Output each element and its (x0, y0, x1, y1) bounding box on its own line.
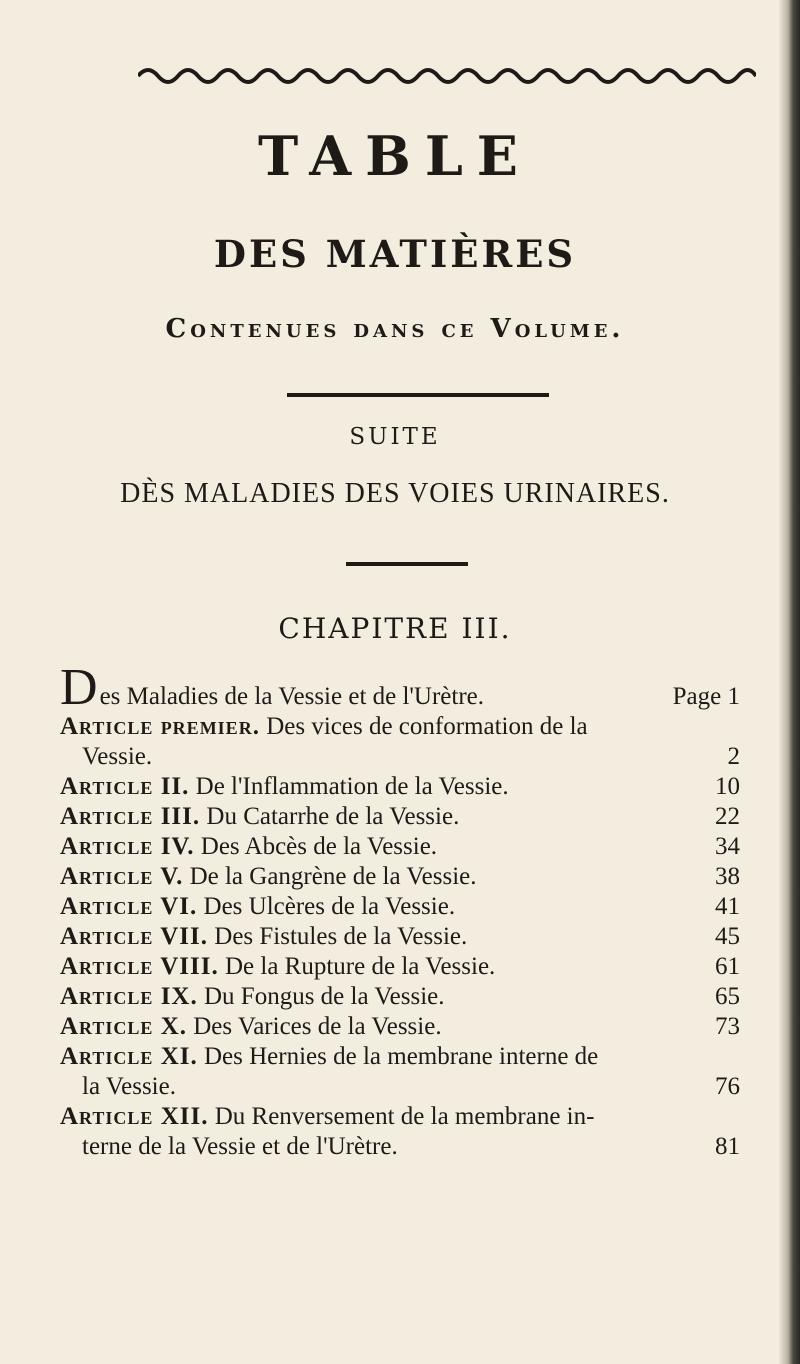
article-title: De la Gangrène de la Vessie. (189, 863, 477, 890)
article-label: Article XII. (60, 1103, 209, 1130)
article-label: Article III. (60, 803, 201, 830)
page-number: 76 (715, 1073, 740, 1100)
toc-entry (60, 832, 740, 862)
divider-rule-short (346, 562, 468, 566)
toc-entry (60, 1042, 740, 1102)
article-title-continued: Vessie. (82, 743, 153, 770)
decorative-border-ornament (138, 62, 756, 86)
toc-entry (60, 892, 740, 922)
chapter-heading-entry (60, 659, 740, 716)
page-number: 10 (715, 773, 740, 800)
chapter-title: CHAPITRE III. (278, 612, 512, 645)
article-label: Article X. (60, 1013, 187, 1040)
article-label: Article VI. (60, 893, 198, 920)
des-matieres-heading: DES MATIÈRES (213, 232, 577, 276)
page-number: 81 (715, 1133, 740, 1160)
page-number: 34 (715, 833, 740, 860)
page-number: 2 (727, 743, 740, 770)
chapter-heading-page: Page 1 (672, 683, 740, 710)
article-title: De l'Inflammation de la Vessie. (195, 773, 509, 800)
article-title: Des Abcès de la Vessie. (200, 833, 438, 860)
table-title: TABLE (258, 124, 532, 188)
toc-entry (60, 862, 740, 892)
page-number: 38 (715, 863, 740, 890)
article-title: Des vices de conformation de la (266, 713, 588, 740)
article-label: Article VIII. (60, 953, 219, 980)
toc-entry (60, 982, 740, 1012)
page-number: 22 (715, 803, 740, 830)
article-title: Du Catarrhe de la Vessie. (206, 803, 460, 830)
toc-entry (60, 802, 740, 832)
article-label: Article V. (60, 863, 184, 890)
article-title: Des Ulcères de la Vessie. (203, 893, 456, 920)
chapter-heading-text: es Maladies de la Vessie et de l'Urètre. (99, 683, 485, 710)
contenues-subtitle: Contenues dans ce Volume. (165, 314, 625, 344)
article-label: Article VII. (60, 923, 209, 950)
page-number: 61 (715, 953, 740, 980)
suite-label: SUITE (349, 424, 441, 450)
article-title-continued: terne de la Vessie et de l'Urètre. (82, 1133, 398, 1160)
page-number: 65 (715, 983, 740, 1010)
article-label: Article premier. (60, 713, 260, 740)
article-label: Article II. (60, 773, 190, 800)
article-title: Des Hernies de la membrane interne de (203, 1043, 599, 1070)
article-title: Des Fistules de la Vessie. (214, 923, 468, 950)
page-number: 73 (715, 1013, 740, 1040)
table-of-contents (60, 659, 740, 1162)
article-title-continued: la Vessie. (82, 1073, 176, 1100)
article-title: Du Renversement de la membrane in- (214, 1103, 595, 1130)
article-title: De la Rupture de la Vessie. (224, 953, 496, 980)
toc-entry (60, 1102, 740, 1162)
toc-entry (60, 952, 740, 982)
toc-entry (60, 922, 740, 952)
divider-rule (287, 393, 549, 397)
article-label: Article XI. (60, 1043, 198, 1070)
article-label: Article IV. (60, 833, 195, 860)
toc-entry (60, 772, 740, 802)
toc-entry (60, 712, 740, 772)
article-title: Du Fongus de la Vessie. (203, 983, 445, 1010)
article-title: Des Varices de la Vessie. (193, 1013, 442, 1040)
article-label: Article IX. (60, 983, 198, 1010)
page-edge-shadow (778, 0, 800, 1364)
drop-cap: D (60, 659, 98, 716)
section-title: DÈS MALADIES DES VOIES URINAIRES. (120, 478, 670, 509)
toc-entry (60, 1012, 740, 1042)
page-number: 41 (715, 893, 740, 920)
page-number: 45 (715, 923, 740, 950)
